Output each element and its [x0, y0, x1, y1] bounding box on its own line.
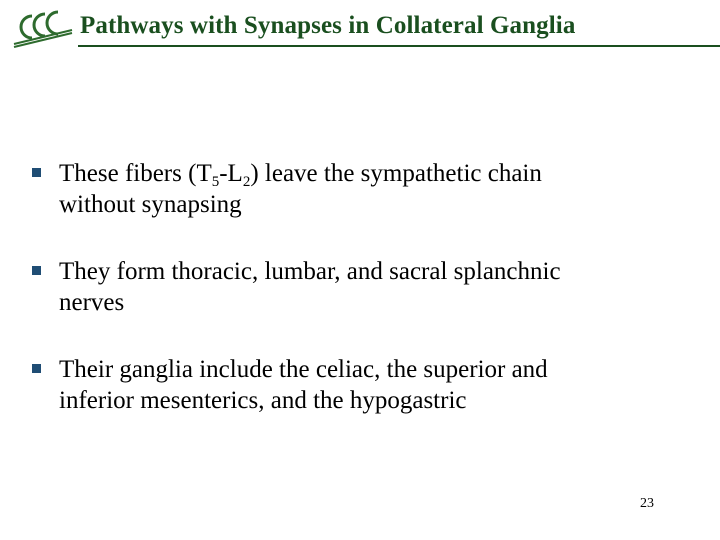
bullet-item-1: [32, 158, 692, 220]
bullet-item-2: [32, 256, 692, 318]
bullet-square-icon: [32, 266, 41, 275]
logo-icon: [12, 8, 74, 48]
bullet-3-line-2: inferior mesenterics, and the hypogastric: [59, 387, 467, 414]
bullet-2-line-2: nerves: [59, 289, 125, 316]
bullet-3-line-1: Their ganglia include the celiac, the superior and: [59, 356, 548, 383]
bullet-2-line-1: They form thoracic, lumbar, and sacral splanchnic: [59, 258, 561, 285]
bullet-item-3: [32, 354, 692, 416]
bullet-1-subscript-2: 2: [242, 174, 251, 190]
bullet-1-subscript-5: 5: [211, 174, 220, 190]
bullet-1-text-a: These fibers (T: [59, 160, 212, 187]
bullet-1-text-b: -L: [219, 160, 243, 187]
slide-title: Pathways with Synapses in Collateral Ganglia: [80, 12, 576, 39]
bullet-square-icon: [32, 168, 41, 177]
page-number: 23: [640, 496, 654, 511]
bullet-list: [32, 158, 692, 416]
title-divider: [78, 45, 720, 47]
bullet-square-icon: [32, 364, 41, 373]
bullet-1-line-2: without synapsing: [59, 191, 242, 218]
bullet-1-text-c: ) leave the sympathetic chain: [250, 160, 542, 187]
